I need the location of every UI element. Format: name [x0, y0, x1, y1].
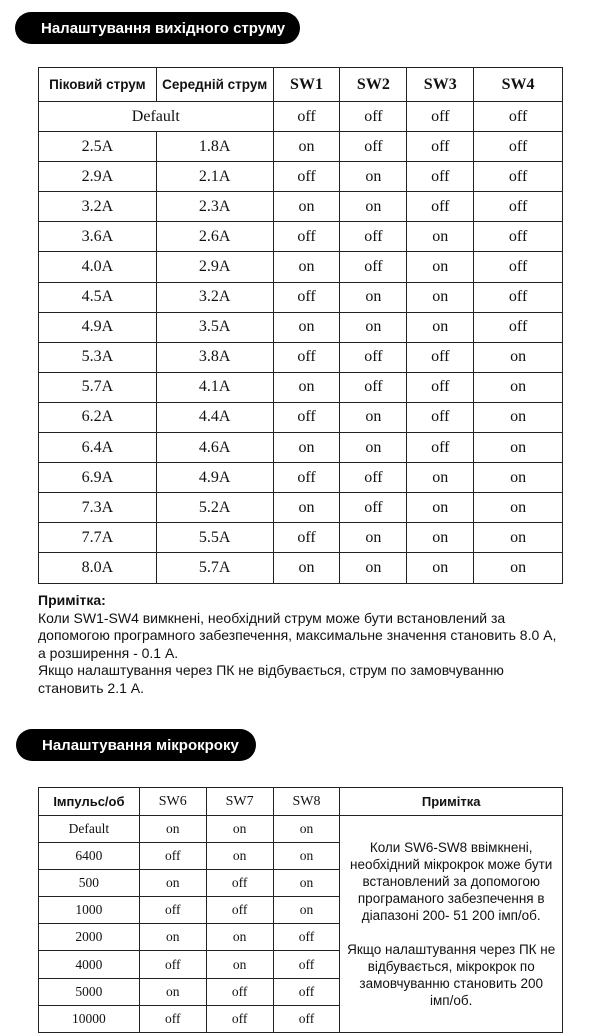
sw3-cell: on: [407, 493, 474, 523]
sw3-cell: off: [407, 402, 474, 432]
sw8-cell: off: [273, 924, 340, 951]
sw2-cell: off: [340, 463, 407, 493]
table-row: [39, 816, 563, 843]
sw4-cell: on: [474, 523, 563, 553]
sw3-cell: on: [407, 463, 474, 493]
default-sw1: off: [273, 102, 340, 132]
table-header-row: [39, 788, 563, 816]
peak-current-cell: 7.7A: [39, 523, 157, 553]
sw4-cell: on: [474, 402, 563, 432]
sw3-cell: on: [407, 553, 474, 583]
sw4-cell: on: [474, 493, 563, 523]
table-row: [39, 162, 563, 192]
sw7-cell: off: [206, 1005, 273, 1032]
note-line-1: Коли SW1-SW4 вимкнені, необхідний струм може бути встановлений за допомогою програмного забезпечення, максимальне значення становить 8.0 А, а розширення - 0.1 А.: [38, 609, 557, 661]
table-row: [39, 402, 563, 432]
sw1-cell: off: [273, 162, 340, 192]
sw2-cell: on: [340, 523, 407, 553]
sw7-cell: off: [206, 870, 273, 897]
sw7-cell: on: [206, 924, 273, 951]
sw1-cell: off: [273, 222, 340, 252]
peak-current-cell: 3.2A: [39, 192, 157, 222]
pulses-cell: 10000: [39, 1005, 140, 1032]
sw2-cell: on: [340, 162, 407, 192]
table-row: [39, 252, 563, 282]
sw2-cell: off: [340, 132, 407, 162]
pulses-cell: 6400: [39, 843, 140, 870]
default-row: [39, 102, 563, 132]
average-current-cell: 3.2A: [156, 282, 273, 312]
peak-current-cell: 5.3A: [39, 342, 157, 372]
pulses-header: Імпульс/об: [39, 788, 140, 816]
average-current-cell: 4.9A: [156, 463, 273, 493]
average-current-cell: 2.1A: [156, 162, 273, 192]
sw8-header: SW8: [273, 788, 340, 816]
average-current-cell: 5.5A: [156, 523, 273, 553]
peak-current-cell: 6.4A: [39, 433, 157, 463]
peak-current-cell: 6.9A: [39, 463, 157, 493]
table-row: [39, 312, 563, 342]
sw1-cell: off: [273, 402, 340, 432]
peak-current-cell: 4.0A: [39, 252, 157, 282]
average-current-cell: 5.2A: [156, 493, 273, 523]
sw3-cell: off: [407, 433, 474, 463]
sw1-cell: on: [273, 553, 340, 583]
average-current-cell: 4.6A: [156, 433, 273, 463]
sw3-cell: off: [407, 342, 474, 372]
table-row: [39, 342, 563, 372]
peak-current-cell: 2.9A: [39, 162, 157, 192]
default-label: Default: [39, 102, 274, 132]
sw1-cell: on: [273, 132, 340, 162]
sw2-cell: off: [340, 222, 407, 252]
sw3-cell: on: [407, 222, 474, 252]
table-row: [39, 553, 563, 583]
sw6-header: SW6: [139, 788, 206, 816]
sw2-cell: off: [340, 252, 407, 282]
sw8-cell: on: [273, 843, 340, 870]
sw8-cell: off: [273, 978, 340, 1005]
sw1-cell: on: [273, 372, 340, 402]
sw1-cell: off: [273, 342, 340, 372]
pulses-cell: Default: [39, 816, 140, 843]
sw1-cell: on: [273, 493, 340, 523]
sw2-cell: off: [340, 342, 407, 372]
peak-current-cell: 7.3A: [39, 493, 157, 523]
table-row: [39, 523, 563, 553]
sw8-cell: on: [273, 870, 340, 897]
sw6-cell: off: [139, 951, 206, 978]
pulses-cell: 5000: [39, 978, 140, 1005]
sw3-cell: on: [407, 523, 474, 553]
peak-current-cell: 4.5A: [39, 282, 157, 312]
remark-cell: [340, 816, 563, 1033]
sw4-cell: on: [474, 433, 563, 463]
sw3-header: SW3: [407, 68, 474, 102]
default-sw3: off: [407, 102, 474, 132]
sw7-cell: on: [206, 843, 273, 870]
sw6-cell: on: [139, 978, 206, 1005]
sw2-cell: on: [340, 433, 407, 463]
pulses-cell: 2000: [39, 924, 140, 951]
table-row: [39, 433, 563, 463]
remark-header: Примітка: [340, 788, 563, 816]
sw4-cell: off: [474, 282, 563, 312]
sw8-cell: on: [273, 816, 340, 843]
remark-paragraph-1: Коли SW6-SW8 ввімкнені, необхідний мікрокрок може бути встановлений за допомогою програманого забезпечення в діапазоні 200- 51 200 імп/об.: [350, 839, 553, 923]
sw3-cell: on: [407, 312, 474, 342]
sw2-cell: on: [340, 402, 407, 432]
table-row: [39, 222, 563, 252]
sw6-cell: off: [139, 843, 206, 870]
section-title-output-current: Налаштування вихідного струму: [15, 12, 300, 44]
average-current-cell: 2.9A: [156, 252, 273, 282]
sw4-cell: off: [474, 222, 563, 252]
average-current-cell: 2.3A: [156, 192, 273, 222]
sw8-cell: off: [273, 951, 340, 978]
note-line-2: Якщо налаштування через ПК не відбувається, струм по замовчуванню становить 2.1 А.: [38, 662, 504, 696]
peak-current-cell: 5.7A: [39, 372, 157, 402]
pulses-cell: 4000: [39, 951, 140, 978]
sw7-cell: off: [206, 897, 273, 924]
sw7-header: SW7: [206, 788, 273, 816]
sw4-cell: off: [474, 162, 563, 192]
sw2-cell: off: [340, 372, 407, 402]
table-row: [39, 493, 563, 523]
average-current-header: Середній струм: [156, 68, 273, 102]
peak-current-cell: 2.5A: [39, 132, 157, 162]
sw8-cell: off: [273, 1005, 340, 1032]
average-current-cell: 3.8A: [156, 342, 273, 372]
remark-paragraph-2: Якщо налаштування через ПК не відбувається, мікрокрок по замовчуванню становить 200 імп/об.: [347, 941, 556, 1008]
peak-current-cell: 4.9A: [39, 312, 157, 342]
sw4-header: SW4: [474, 68, 563, 102]
sw4-cell: on: [474, 342, 563, 372]
peak-current-cell: 6.2A: [39, 402, 157, 432]
sw6-cell: on: [139, 924, 206, 951]
average-current-cell: 5.7A: [156, 553, 273, 583]
peak-current-cell: 3.6A: [39, 222, 157, 252]
sw8-cell: on: [273, 897, 340, 924]
sw7-cell: on: [206, 951, 273, 978]
average-current-cell: 3.5A: [156, 312, 273, 342]
pulses-cell: 500: [39, 870, 140, 897]
sw4-cell: off: [474, 192, 563, 222]
sw3-cell: on: [407, 252, 474, 282]
note-heading: Примітка:: [38, 592, 106, 608]
sw1-cell: on: [273, 433, 340, 463]
sw2-cell: on: [340, 282, 407, 312]
default-sw4: off: [474, 102, 563, 132]
sw4-cell: off: [474, 312, 563, 342]
sw2-header: SW2: [340, 68, 407, 102]
sw1-header: SW1: [273, 68, 340, 102]
sw2-cell: on: [340, 192, 407, 222]
sw6-cell: off: [139, 897, 206, 924]
microstep-table: [38, 787, 563, 1033]
sw1-cell: on: [273, 312, 340, 342]
peak-current-cell: 8.0A: [39, 553, 157, 583]
table-row: [39, 282, 563, 312]
sw4-cell: off: [474, 132, 563, 162]
table-header-row: [39, 68, 563, 102]
sw1-cell: off: [273, 282, 340, 312]
sw4-cell: off: [474, 252, 563, 282]
sw3-cell: on: [407, 282, 474, 312]
sw3-cell: off: [407, 192, 474, 222]
sw4-cell: on: [474, 553, 563, 583]
sw6-cell: off: [139, 1005, 206, 1032]
sw3-cell: off: [407, 132, 474, 162]
sw1-cell: on: [273, 192, 340, 222]
table-row: [39, 192, 563, 222]
table-row: [39, 372, 563, 402]
sw1-cell: off: [273, 463, 340, 493]
sw1-cell: off: [273, 523, 340, 553]
sw7-cell: off: [206, 978, 273, 1005]
pulses-cell: 1000: [39, 897, 140, 924]
table-row: [39, 132, 563, 162]
output-current-table: [38, 67, 563, 584]
peak-current-header: Піковий струм: [39, 68, 157, 102]
average-current-cell: 1.8A: [156, 132, 273, 162]
sw3-cell: off: [407, 162, 474, 192]
sw2-cell: on: [340, 312, 407, 342]
average-current-cell: 4.4A: [156, 402, 273, 432]
sw4-cell: on: [474, 463, 563, 493]
sw6-cell: on: [139, 816, 206, 843]
sw6-cell: on: [139, 870, 206, 897]
sw7-cell: on: [206, 816, 273, 843]
sw3-cell: off: [407, 372, 474, 402]
sw2-cell: on: [340, 553, 407, 583]
sw2-cell: off: [340, 493, 407, 523]
sw1-cell: on: [273, 252, 340, 282]
sw4-cell: on: [474, 372, 563, 402]
average-current-cell: 2.6A: [156, 222, 273, 252]
default-sw2: off: [340, 102, 407, 132]
current-note: [38, 592, 558, 697]
average-current-cell: 4.1A: [156, 372, 273, 402]
section-title-microstep: Налаштування мікрокроку: [16, 729, 256, 761]
table-row: [39, 463, 563, 493]
